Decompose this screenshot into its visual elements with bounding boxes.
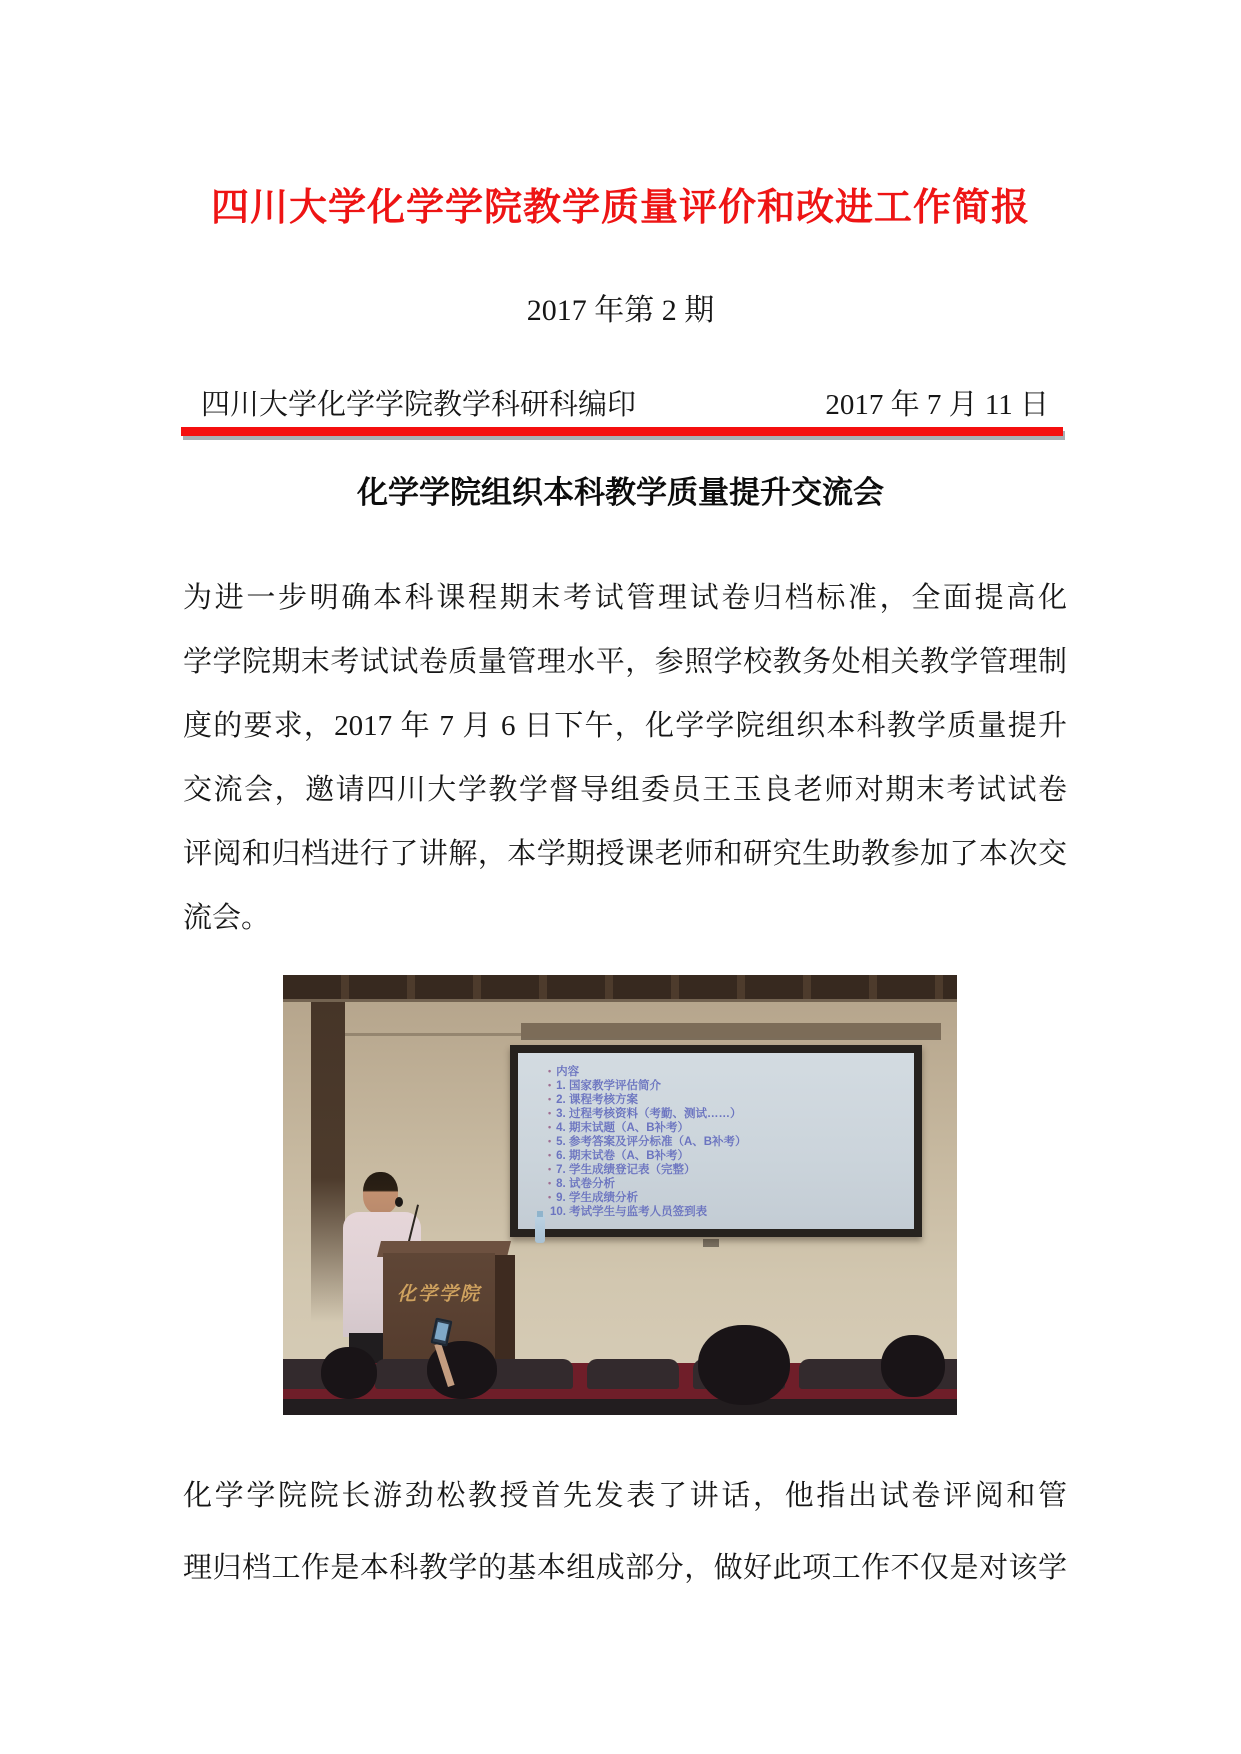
slide-line: • 7. 学生成绩登记表（完整） — [548, 1163, 914, 1177]
slide-line: • 4. 期末试题（A、B补考） — [548, 1121, 914, 1135]
paragraph-1-line: 评阅和归档进行了讲解，本学期授课老师和研究生助教参加了本次交 — [183, 838, 1067, 870]
publish-date: 2017 年 7 月 11 日 — [825, 389, 1049, 421]
water-bottle — [535, 1215, 545, 1243]
issue-number: 2017 年第 2 期 — [526, 294, 715, 327]
paragraph-1-line: 度的要求，2017 年 7 月 6 日下午，化学学院组织本科教学质量提升 — [183, 710, 1067, 742]
audience-head — [698, 1325, 790, 1405]
screen-casing — [521, 1023, 941, 1038]
audience-head — [321, 1347, 377, 1399]
phone-screen — [434, 1322, 448, 1341]
seat-back — [799, 1359, 891, 1389]
seat-row-base — [283, 1399, 957, 1415]
audience-head — [881, 1335, 945, 1397]
slide-line: 10. 考试学生与监考人员签到表 — [550, 1206, 708, 1218]
photo-ceiling-line — [283, 999, 957, 1002]
publisher-row — [183, 388, 1067, 423]
publisher-text: 四川大学化学学院教学科研科编印 — [201, 389, 637, 421]
speaker-head — [363, 1172, 398, 1214]
seat-back — [587, 1359, 679, 1389]
doc-title: 四川大学化学学院教学质量评价和改进工作简报 — [210, 187, 1030, 229]
paragraph-2-line: 化学学院院长游劲松教授首先发表了讲话，他指出试卷评阅和管 — [183, 1480, 1067, 1512]
photo-wall-pillar — [311, 1002, 345, 1322]
event-photo — [283, 975, 957, 1415]
red-divider-rule — [181, 427, 1063, 436]
slide-line: • 6. 期末试卷（A、B补考） — [548, 1149, 914, 1163]
paragraph-1-line: 流会。 — [183, 902, 271, 934]
paragraph-2 — [183, 1460, 1067, 1604]
paragraph-1-line: 学学院期末考试试卷质量管理水平，参照学校教务处相关教学管理制 — [183, 646, 1067, 678]
slide-line: • 2. 课程考核方案 — [548, 1093, 914, 1107]
slide-line: • 1. 国家教学评估简介 — [548, 1079, 914, 1093]
slide-line: • 内容 — [548, 1065, 914, 1079]
water-bottle-cap — [537, 1211, 543, 1217]
podium-label: 化学学院 — [396, 1284, 481, 1305]
paragraph-1-line: 交流会，邀请四川大学教学督导组委员王玉良老师对期末考试试卷 — [183, 774, 1067, 806]
microphone-icon — [395, 1197, 403, 1207]
projector-screen — [510, 1045, 922, 1237]
slide-content-list — [518, 1053, 914, 1219]
screen-bracket — [703, 1239, 719, 1247]
slide-line: • 9. 学生成绩分析 — [548, 1191, 914, 1205]
paragraph-1-line: 为进一步明确本科课程期末考试管理试卷归档标准，全面提高化 — [183, 582, 1067, 614]
slide-line: • 5. 参考答案及评分标准（A、B补考） — [548, 1135, 914, 1149]
photo-ceiling-trim — [283, 975, 957, 999]
slide-line: • 8. 试卷分析 — [548, 1177, 914, 1191]
paragraph-2-line: 理归档工作是本科教学的基本组成部分，做好此项工作不仅是对该学 — [183, 1552, 1067, 1584]
article-heading: 化学学院组织本科教学质量提升交流会 — [357, 475, 884, 510]
projector-slide — [518, 1053, 914, 1229]
paragraph-1 — [183, 566, 1067, 950]
slide-line: • 3. 过程考核资料（考勤、测试……） — [548, 1107, 914, 1121]
